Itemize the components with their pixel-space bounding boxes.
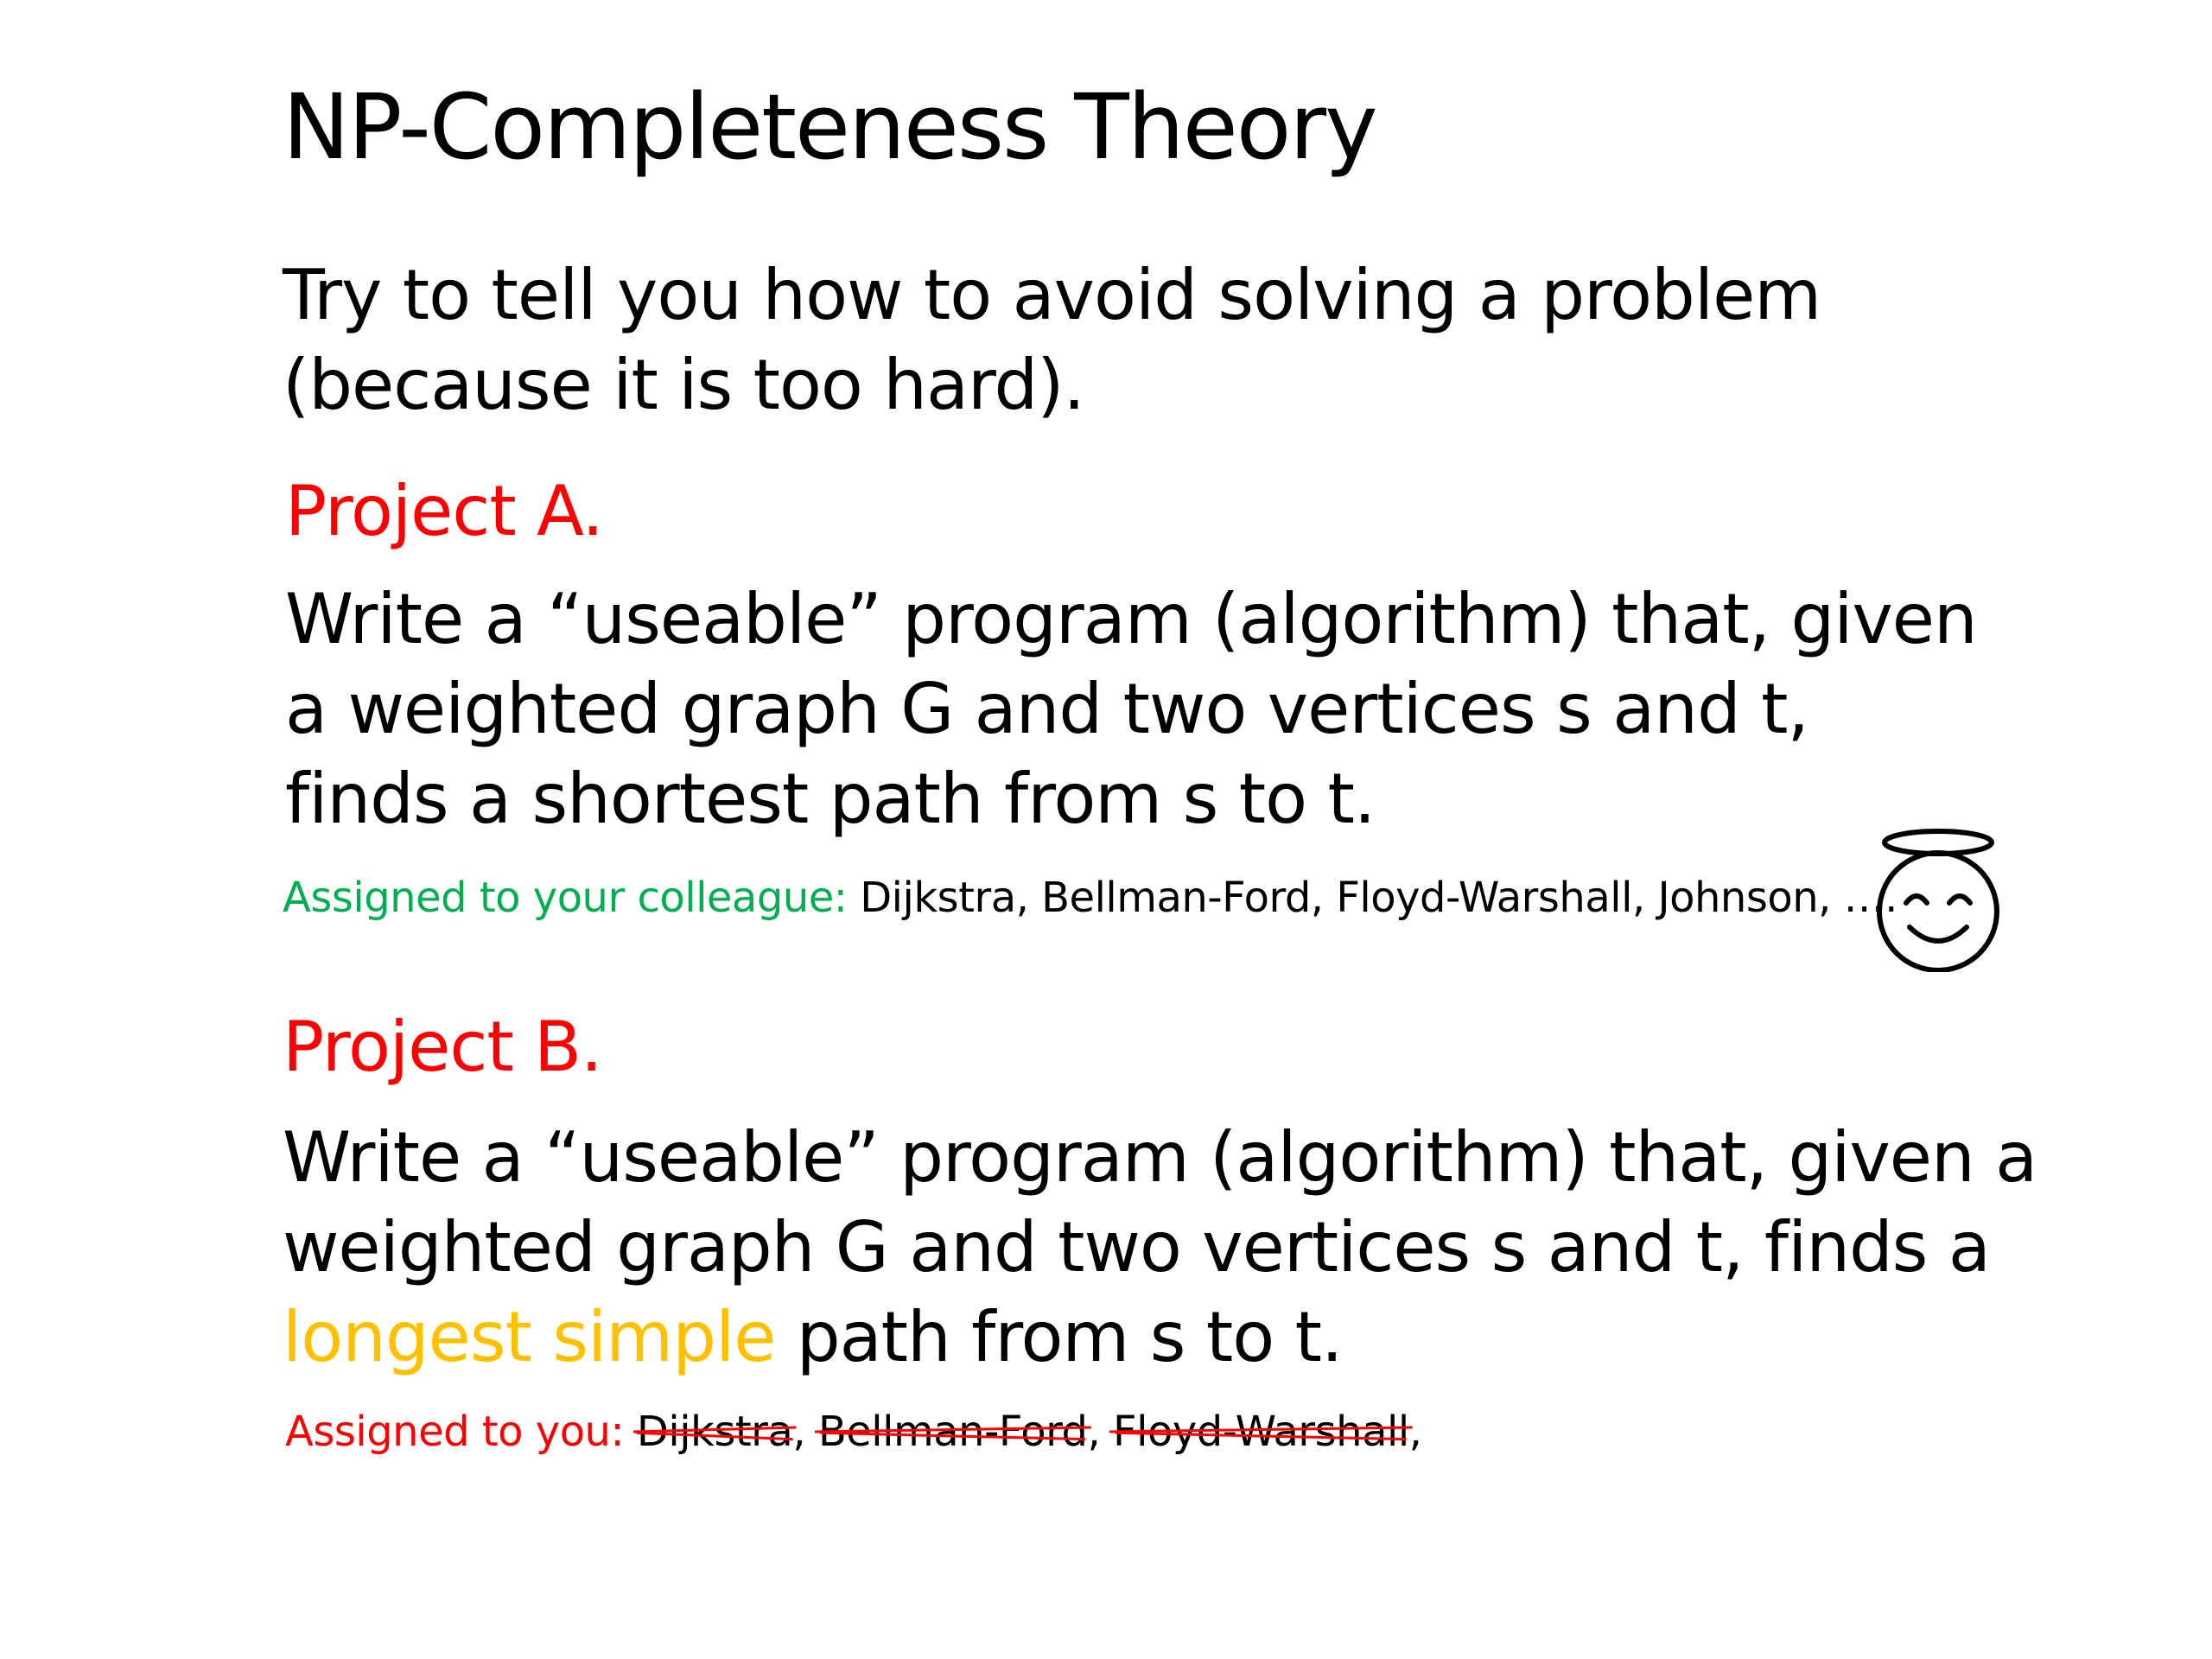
struck-floyd-warshall — [1113, 1405, 1409, 1459]
smiling-face-with-halo-icon — [1873, 825, 2003, 972]
project-b-line-3-rest: path from s to t. — [775, 1297, 1343, 1377]
intro-line-1: Try to tell you how to avoid solving a problem — [283, 255, 1821, 335]
project-a-line-2: a weighted graph G and two vertices s and t, — [285, 669, 1808, 749]
slide-title: NP-Completeness Theory — [283, 74, 1376, 180]
project-b-assignment — [285, 1405, 1421, 1459]
project-a-line-3: finds a shortest path from s to t. — [285, 759, 1376, 839]
colleague-algorithms: Dijkstra, Bellman-Ford, Floyd-Warshall, Johnson, …. — [860, 874, 1897, 922]
project-b-line-3 — [283, 1293, 1342, 1382]
separator: , — [792, 1408, 818, 1456]
algo-bellman-ford: Bellman-Ford — [817, 1408, 1088, 1456]
struck-bellman-ford — [818, 1405, 1088, 1459]
algo-dijkstra: Dijkstra — [636, 1408, 793, 1456]
project-a-line-1: Write a “useable” program (algorithm) that, given — [285, 579, 1977, 659]
you-label: Assigned to you: — [285, 1408, 625, 1456]
strikethrough-mark — [815, 1405, 1091, 1459]
strikethrough-mark — [1109, 1405, 1413, 1459]
algo-floyd-warshall: Floyd-Warshall — [1113, 1408, 1409, 1456]
project-a-assignment — [283, 871, 1897, 925]
strikethrough-mark — [633, 1405, 796, 1459]
colleague-label: Assigned to your colleague: — [283, 874, 848, 922]
separator: , — [1408, 1408, 1422, 1456]
separator: , — [1087, 1408, 1114, 1456]
struck-dijkstra — [637, 1405, 792, 1459]
project-b-line-2: weighted graph G and two vertices s and t, finds a — [283, 1207, 1990, 1287]
project-b-heading: Project B. — [283, 1007, 602, 1087]
intro-line-2: (because it is too hard). — [283, 345, 1084, 425]
project-b-line-1: Write a “useable” program (algorithm) that, given a — [283, 1117, 2037, 1198]
project-a-heading: Project A. — [285, 471, 603, 551]
longest-simple-highlight: longest simple — [283, 1297, 776, 1377]
